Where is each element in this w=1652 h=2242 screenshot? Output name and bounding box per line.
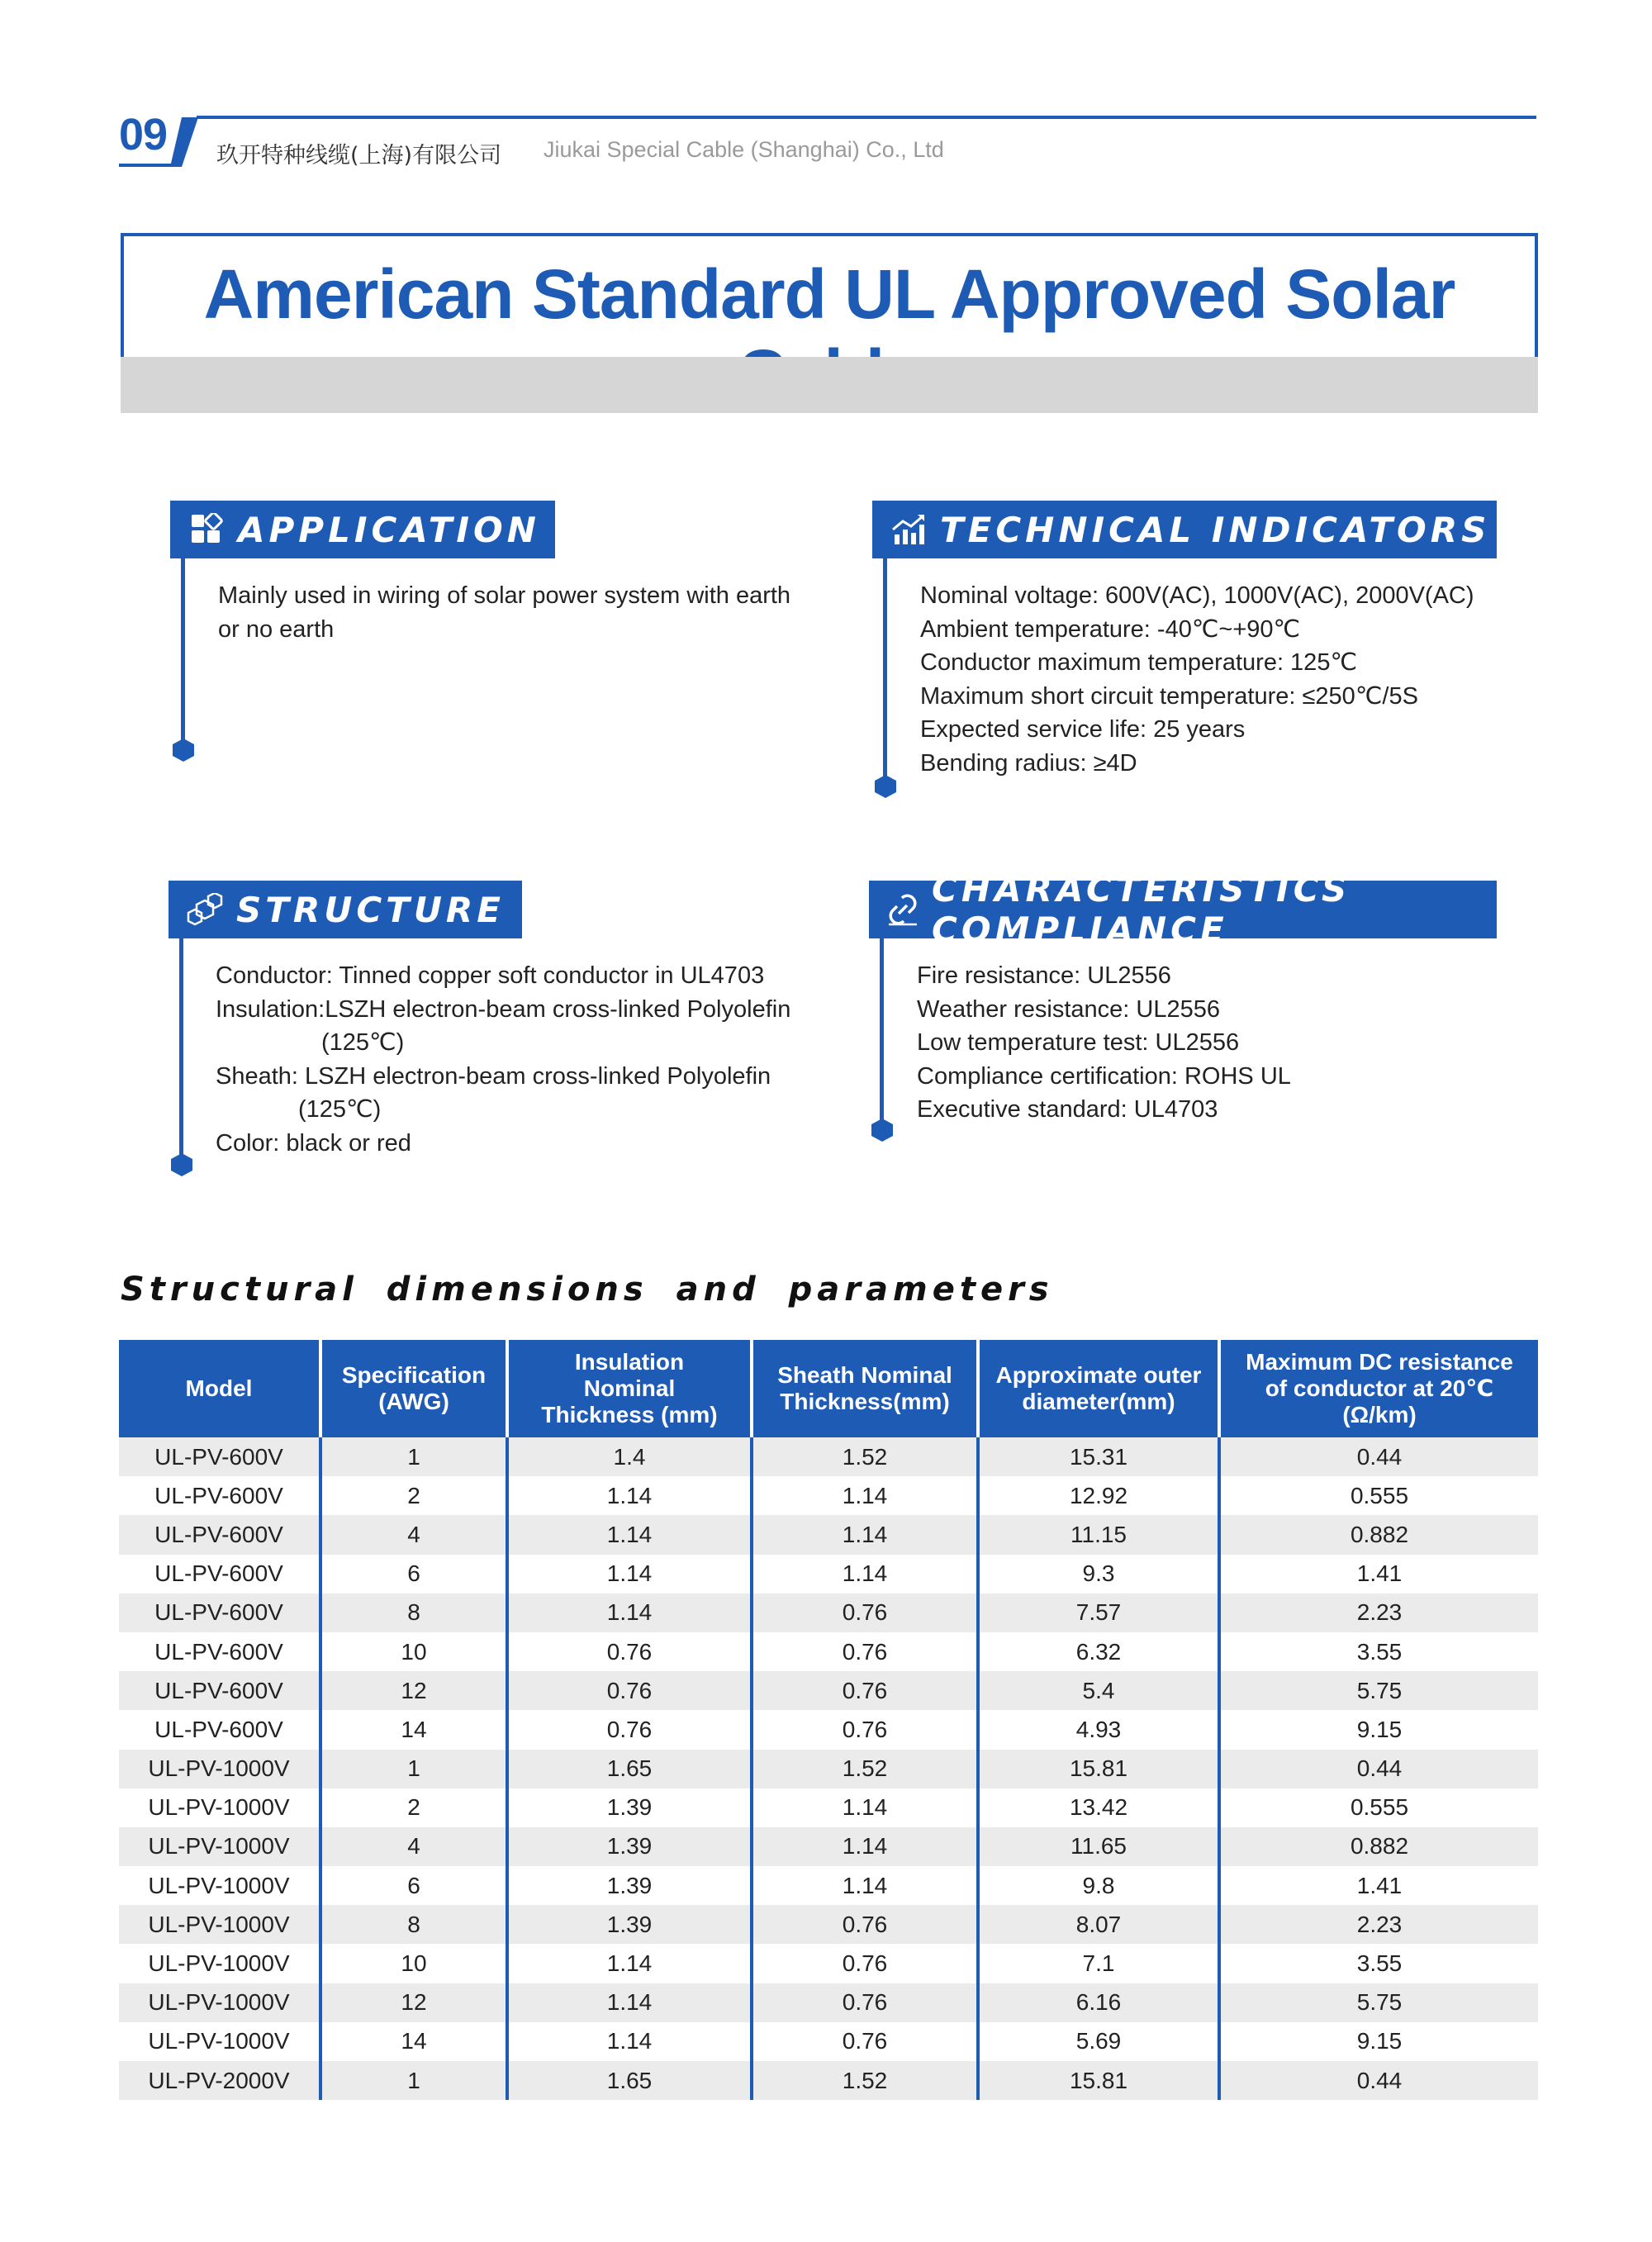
table-row	[119, 1983, 1538, 2022]
table-cell: 1.52	[752, 1750, 978, 1788]
table-cell: 0.882	[1219, 1827, 1538, 1866]
table-cell: 12	[320, 1671, 507, 1710]
table-cell: UL-PV-1000V	[119, 1983, 320, 2022]
table-header-text: Approximate outer	[995, 1362, 1202, 1388]
compliance-line: Weather resistance: UL2556	[917, 995, 1221, 1023]
table-cell: 1.41	[1219, 1555, 1538, 1594]
table-cell: 4	[320, 1827, 507, 1866]
table-cell: 1.14	[752, 1476, 978, 1515]
page-number: 09	[119, 110, 168, 159]
table-cell: UL-PV-600V	[119, 1594, 320, 1632]
table-cell: 0.44	[1219, 1437, 1538, 1476]
table-row	[119, 1594, 1538, 1632]
table-cell: 3.55	[1219, 1944, 1538, 1983]
table-cell: 0.76	[507, 1671, 752, 1710]
table-cell: 9.15	[1219, 1710, 1538, 1749]
table-header-text: Specification	[341, 1362, 487, 1388]
table-cell: 1	[320, 2061, 507, 2100]
table-cell: 5.69	[978, 2022, 1219, 2061]
table-header-text: Maximum DC resistance	[1246, 1349, 1513, 1375]
hexagon-marker-icon	[171, 1153, 192, 1176]
company-name-en: Jiukai Special Cable (Shanghai) Co., Ltd	[544, 137, 944, 162]
table-cell: UL-PV-1000V	[119, 1788, 320, 1827]
table-cell: 1.52	[752, 1437, 978, 1476]
table-cell: 11.65	[978, 1827, 1219, 1866]
bar-chart-trend-icon	[889, 510, 928, 549]
table-cell: 15.81	[978, 1750, 1219, 1788]
table-cell: 4.93	[978, 1710, 1219, 1749]
table-row	[119, 1632, 1538, 1671]
compliance-line: Compliance certification: ROHS UL	[917, 1062, 1291, 1090]
table-header-text: Thickness(mm)	[780, 1389, 950, 1414]
table-header-text: (Ω/km)	[1342, 1402, 1417, 1427]
hexagon-marker-icon	[871, 1119, 893, 1142]
table-cell: 1.14	[507, 1983, 752, 2022]
grid-blocks-icon	[187, 510, 226, 549]
structure-line: (125℃)	[298, 1096, 382, 1123]
technical-line: Maximum short circuit temperature: ≤250℃/5S	[920, 682, 1418, 710]
table-cell: UL-PV-2000V	[119, 2061, 320, 2100]
table-row	[119, 1515, 1538, 1554]
table-header-text: diameter(mm)	[1022, 1389, 1175, 1414]
table-cell: 1.14	[752, 1827, 978, 1866]
table-header-cell	[752, 1340, 978, 1437]
section-structure-body	[216, 959, 790, 1160]
table-cell: 8	[320, 1594, 507, 1632]
table-cell: UL-PV-1000V	[119, 1866, 320, 1905]
table-row	[119, 1671, 1538, 1710]
table-row	[119, 1866, 1538, 1905]
table-row	[119, 1437, 1538, 1476]
table-cell: 1.14	[752, 1788, 978, 1827]
table-header-text: Thickness (mm)	[541, 1402, 718, 1427]
table-cell: 1.39	[507, 1827, 752, 1866]
table-cell: 0.882	[1219, 1515, 1538, 1554]
hexagon-marker-icon	[875, 775, 896, 798]
table-cell: 0.76	[752, 1671, 978, 1710]
table-cell: 6.16	[978, 1983, 1219, 2022]
table-cell: 0.76	[752, 1632, 978, 1671]
header-slash-icon	[170, 114, 206, 170]
table-cell: 0.555	[1219, 1476, 1538, 1515]
structure-line: Sheath: LSZH electron-beam cross-linked Polyolefin	[216, 1062, 771, 1090]
table-cell: UL-PV-1000V	[119, 1750, 320, 1788]
table-header-text: of conductor at 20℃	[1265, 1375, 1494, 1401]
table-cell: 0.555	[1219, 1788, 1538, 1827]
table-cell: 1.65	[507, 1750, 752, 1788]
table-cell: UL-PV-600V	[119, 1671, 320, 1710]
table-row	[119, 1710, 1538, 1749]
table-cell: 0.76	[507, 1632, 752, 1671]
table-cell: 7.57	[978, 1594, 1219, 1632]
table-body	[119, 1437, 1538, 2100]
section-application-rule	[181, 558, 185, 740]
section-application-title: APPLICATION	[238, 509, 540, 550]
table-cell: 1.14	[507, 1515, 752, 1554]
structure-line: Conductor: Tinned copper soft conductor in UL4703	[216, 962, 765, 989]
table-cell: 0.44	[1219, 2061, 1538, 2100]
table-cell: 1.39	[507, 1788, 752, 1827]
table-cell: 1	[320, 1750, 507, 1788]
table-header-row	[119, 1340, 1538, 1437]
table-cell: 4	[320, 1515, 507, 1554]
table-cell: 6	[320, 1866, 507, 1905]
table-cell: 2	[320, 1476, 507, 1515]
table-cell: UL-PV-1000V	[119, 1827, 320, 1866]
table-cell: 5.75	[1219, 1983, 1538, 2022]
table-cell: 1.14	[507, 1944, 752, 1983]
link-chain-icon	[885, 890, 920, 929]
section-technical-body	[920, 579, 1474, 780]
table-cell: 1.14	[752, 1555, 978, 1594]
table-cell: 9.15	[1219, 2022, 1538, 2061]
table-cell: 2.23	[1219, 1905, 1538, 1944]
table-cell: 1.39	[507, 1905, 752, 1944]
table-cell: 1.52	[752, 2061, 978, 2100]
table-cell: UL-PV-600V	[119, 1437, 320, 1476]
table-row	[119, 1788, 1538, 1827]
table-cell: UL-PV-600V	[119, 1632, 320, 1671]
table-cell: 1.14	[507, 1476, 752, 1515]
application-line: Mainly used in wiring of solar power system with earth	[218, 582, 791, 609]
cubes-icon	[185, 890, 225, 929]
table-cell: 1.65	[507, 2061, 752, 2100]
structure-line: Insulation:LSZH electron-beam cross-linked Polyolefin	[216, 995, 791, 1023]
table-cell: UL-PV-600V	[119, 1476, 320, 1515]
table-cell: 9.3	[978, 1555, 1219, 1594]
table-header-text: Model	[185, 1375, 253, 1401]
technical-line: Expected service life: 25 years	[920, 716, 1246, 743]
section-compliance-rule	[880, 938, 884, 1130]
table-row	[119, 1476, 1538, 1515]
compliance-line: Fire resistance: UL2556	[917, 962, 1171, 989]
table-cell: 10	[320, 1632, 507, 1671]
table-row	[119, 1944, 1538, 1983]
table-cell: 14	[320, 1710, 507, 1749]
table-title: Structural dimensions and parameters	[121, 1271, 1054, 1309]
table-cell: 0.76	[752, 1594, 978, 1632]
section-structure-rule	[179, 938, 183, 1165]
table-cell: 0.76	[507, 1710, 752, 1749]
table-cell: UL-PV-600V	[119, 1710, 320, 1749]
section-compliance-header	[869, 869, 1497, 950]
table-cell: UL-PV-1000V	[119, 1905, 320, 1944]
header-rule	[197, 116, 1536, 119]
table-cell: 1.39	[507, 1866, 752, 1905]
table-row	[119, 2061, 1538, 2100]
table-cell: 12	[320, 1983, 507, 2022]
table-cell: 3.55	[1219, 1632, 1538, 1671]
section-technical-title: TECHNICAL INDICATORS	[940, 509, 1491, 550]
table-cell: 15.81	[978, 2061, 1219, 2100]
table-row	[119, 1905, 1538, 1944]
table-cell: 1.14	[507, 2022, 752, 2061]
application-line: or no earth	[218, 615, 335, 643]
table-cell: UL-PV-600V	[119, 1555, 320, 1594]
section-compliance-body	[917, 959, 1291, 1127]
table-row	[119, 2022, 1538, 2061]
structure-line: Color: black or red	[216, 1129, 411, 1157]
table-header-text: Nominal	[583, 1375, 676, 1401]
table-cell: 1.14	[507, 1555, 752, 1594]
technical-line: Conductor maximum temperature: 125℃	[920, 649, 1358, 676]
page-title: American Standard UL Approved Solar	[203, 255, 1455, 333]
table-cell: 12.92	[978, 1476, 1219, 1515]
compliance-line: Executive standard: UL4703	[917, 1096, 1218, 1123]
table-cell: 15.31	[978, 1437, 1219, 1476]
table-cell: UL-PV-1000V	[119, 1944, 320, 1983]
table-cell: 0.76	[752, 1944, 978, 1983]
section-structure-header	[169, 881, 522, 938]
table-cell: 1.41	[1219, 1866, 1538, 1905]
table-header-cell	[978, 1340, 1219, 1437]
table-cell: 5.4	[978, 1671, 1219, 1710]
technical-line: Bending radius: ≥4D	[920, 749, 1137, 777]
section-technical-header	[872, 501, 1497, 558]
table-cell: 8.07	[978, 1905, 1219, 1944]
table-cell: 1.14	[752, 1515, 978, 1554]
table-row	[119, 1827, 1538, 1866]
table-cell: 1.4	[507, 1437, 752, 1476]
table-cell: 0.76	[752, 2022, 978, 2061]
section-application-header	[170, 501, 555, 558]
table-cell: 1	[320, 1437, 507, 1476]
table-cell: 14	[320, 2022, 507, 2061]
compliance-line: Low temperature test: UL2556	[917, 1029, 1240, 1056]
parameters-table	[119, 1340, 1538, 2100]
table-header-text: (AWG)	[378, 1389, 449, 1414]
table-header-text: Sheath Nominal	[777, 1362, 952, 1388]
technical-line: Ambient temperature: -40℃~+90℃	[920, 615, 1301, 643]
section-structure-title: STRUCTURE	[236, 889, 505, 930]
table-cell: 1.14	[752, 1866, 978, 1905]
table-cell: 0.76	[752, 1710, 978, 1749]
table-cell: 0.76	[752, 1905, 978, 1944]
table-cell: 0.44	[1219, 1750, 1538, 1788]
table-header-cell	[320, 1340, 507, 1437]
table-cell: UL-PV-1000V	[119, 2022, 320, 2061]
hexagon-marker-icon	[173, 739, 194, 762]
table-header-cell	[1219, 1340, 1538, 1437]
company-name-cn: 玖开特种线缆(上海)有限公司	[216, 143, 502, 169]
section-application-body	[218, 579, 790, 646]
table-header-text: Insulation	[574, 1349, 685, 1375]
table-row	[119, 1555, 1538, 1594]
table-header-cell	[507, 1340, 752, 1437]
table-cell: 7.1	[978, 1944, 1219, 1983]
section-compliance-title: CHARACTERISTICS COMPLIANCE	[932, 869, 1351, 950]
table-cell: 11.15	[978, 1515, 1219, 1554]
table-cell: 6.32	[978, 1632, 1219, 1671]
table-cell: 2	[320, 1788, 507, 1827]
title-underbar	[121, 357, 1538, 413]
table-header-cell	[119, 1340, 320, 1437]
table-cell: 10	[320, 1944, 507, 1983]
table-cell: 13.42	[978, 1788, 1219, 1827]
table-row	[119, 1750, 1538, 1788]
table-cell: 6	[320, 1555, 507, 1594]
table-cell: 2.23	[1219, 1594, 1538, 1632]
table-cell: 0.76	[752, 1983, 978, 2022]
section-technical-rule	[883, 558, 887, 777]
technical-line: Nominal voltage: 600V(AC), 1000V(AC), 2000V(AC)	[920, 582, 1474, 609]
table-cell: 9.8	[978, 1866, 1219, 1905]
table-cell: 8	[320, 1905, 507, 1944]
table-cell: UL-PV-600V	[119, 1515, 320, 1554]
table-cell: 1.14	[507, 1594, 752, 1632]
title-box	[121, 233, 1538, 359]
table-cell: 5.75	[1219, 1671, 1538, 1710]
structure-line: (125℃)	[321, 1029, 405, 1056]
